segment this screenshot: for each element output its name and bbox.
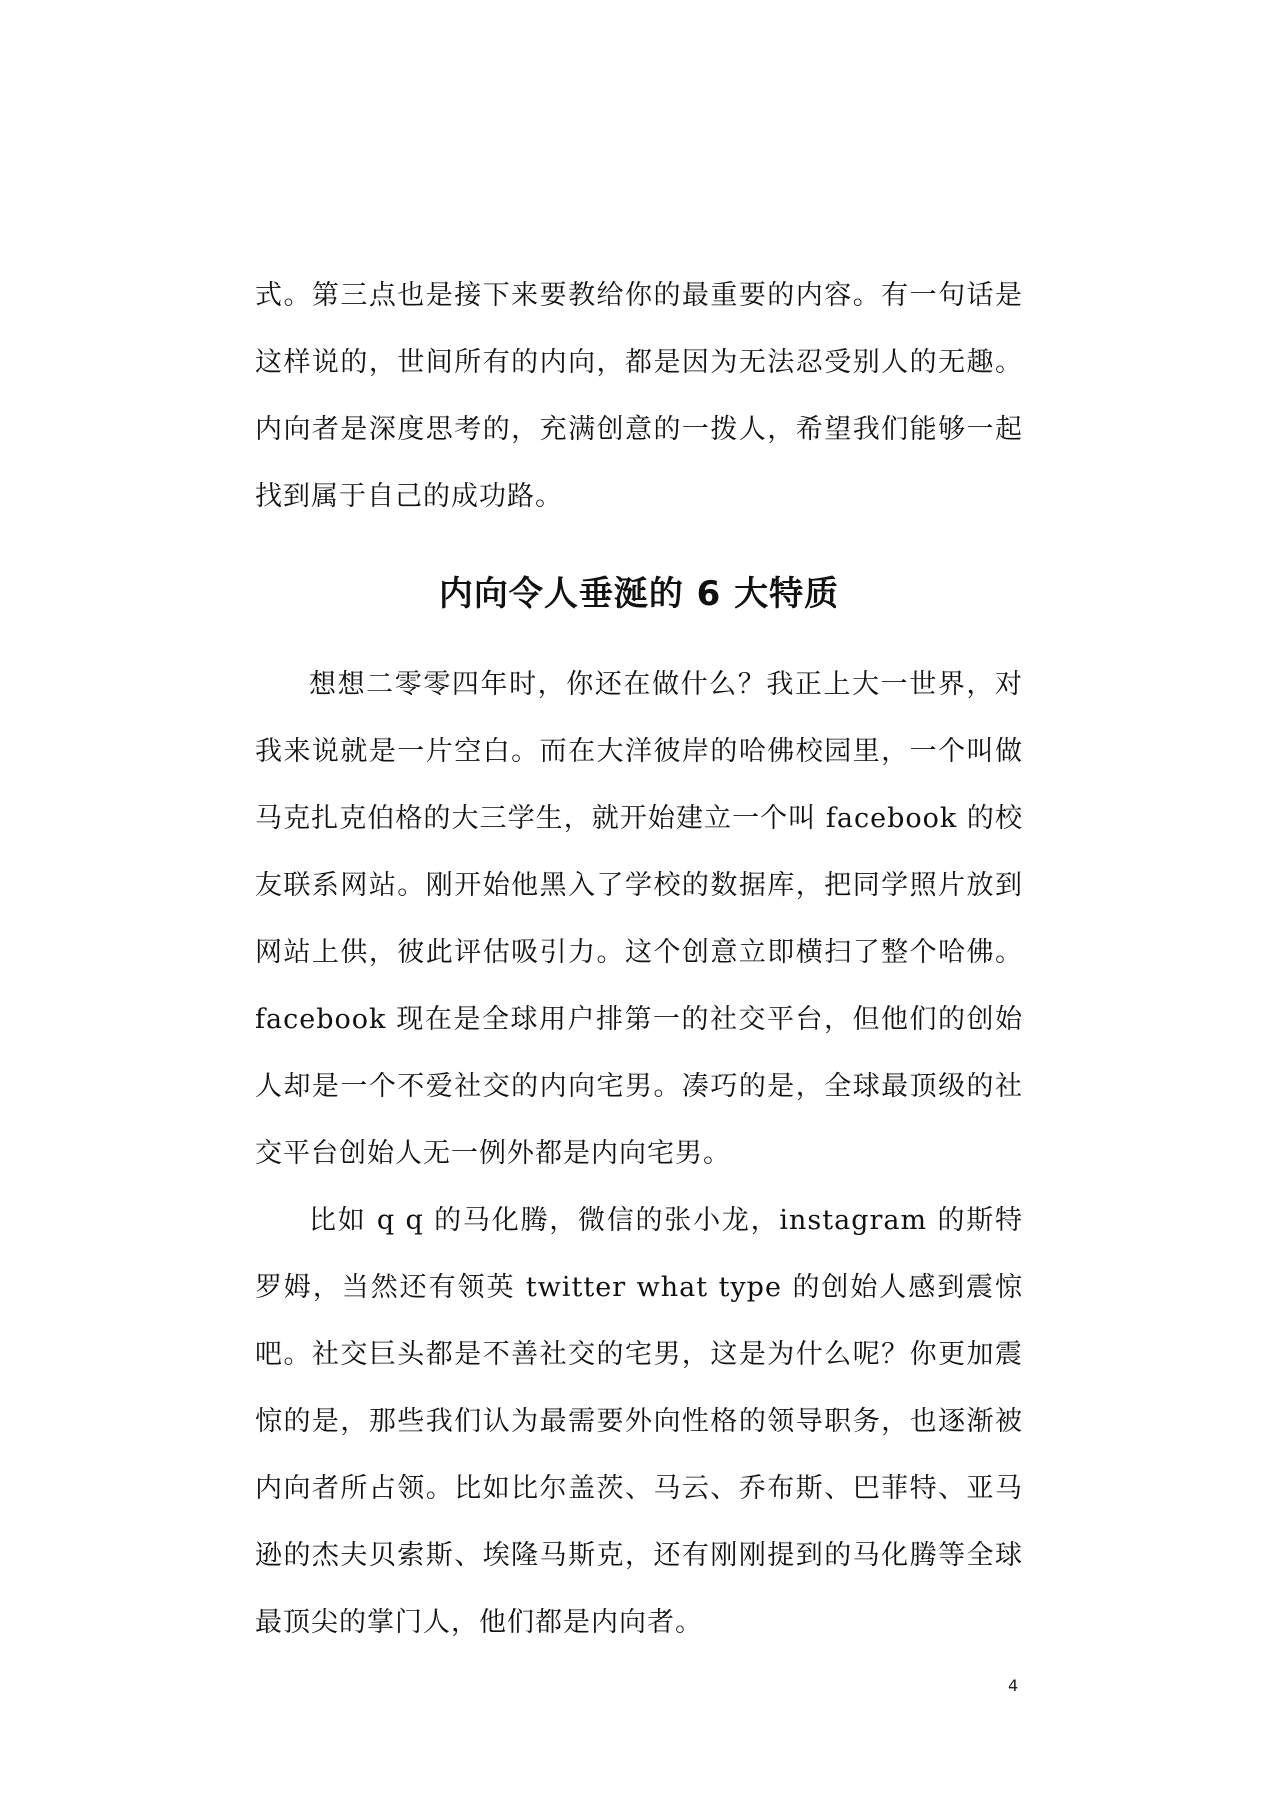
body-paragraph-2: 比如 q q 的马化腾，微信的张小龙，instagram 的斯特罗姆，当然还有领英 twitter what type 的创始人感到震惊吧。社交巨头都是不善社交的宅男，这是为什么呢？你更加震惊的是，那些我们认为最需要外向性格的领导职务，也逐渐被内向者所占领。比如比尔盖茨、马云、乔布斯、巴菲特、亚马逊的杰夫贝索斯、埃隆马斯克，还有刚刚提到的马化腾等全球最顶尖的掌门人，他们都是内向者。 (255, 1205, 1023, 1638)
section-heading: 内向令人垂涎的 6 大特质 (438, 574, 840, 614)
body-paragraph-1: 想想二零零四年时，你还在做什么？我正上大一世界，对我来说就是一片空白。而在大洋彼岸的哈佛校园里，一个叫做马克扎克伯格的大三学生，就开始建立一个叫 facebook 的校友联系网站。刚开始他黑入了学校的数据库，把同学照片放到网站上供，彼此评估吸引力。这个创意立即横扫了整个哈佛。facebook 现在是全球用户排第一的社交平台，但他们的创始人却是一个不爱社交的内向宅男。凑巧的是，全球最顶级的社交平台创始人无一例外都是内向宅男。 (255, 669, 1023, 1169)
document-body (255, 262, 1023, 1656)
intro-paragraph: 式。第三点也是接下来要教给你的最重要的内容。有一句话是这样说的，世间所有的内向，都是因为无法忍受别人的无趣。内向者是深度思考的，充满创意的一拨人，希望我们能够一起找到属于自己的成功路。 (255, 280, 1023, 512)
page-number: 4 (1008, 1676, 1019, 1695)
